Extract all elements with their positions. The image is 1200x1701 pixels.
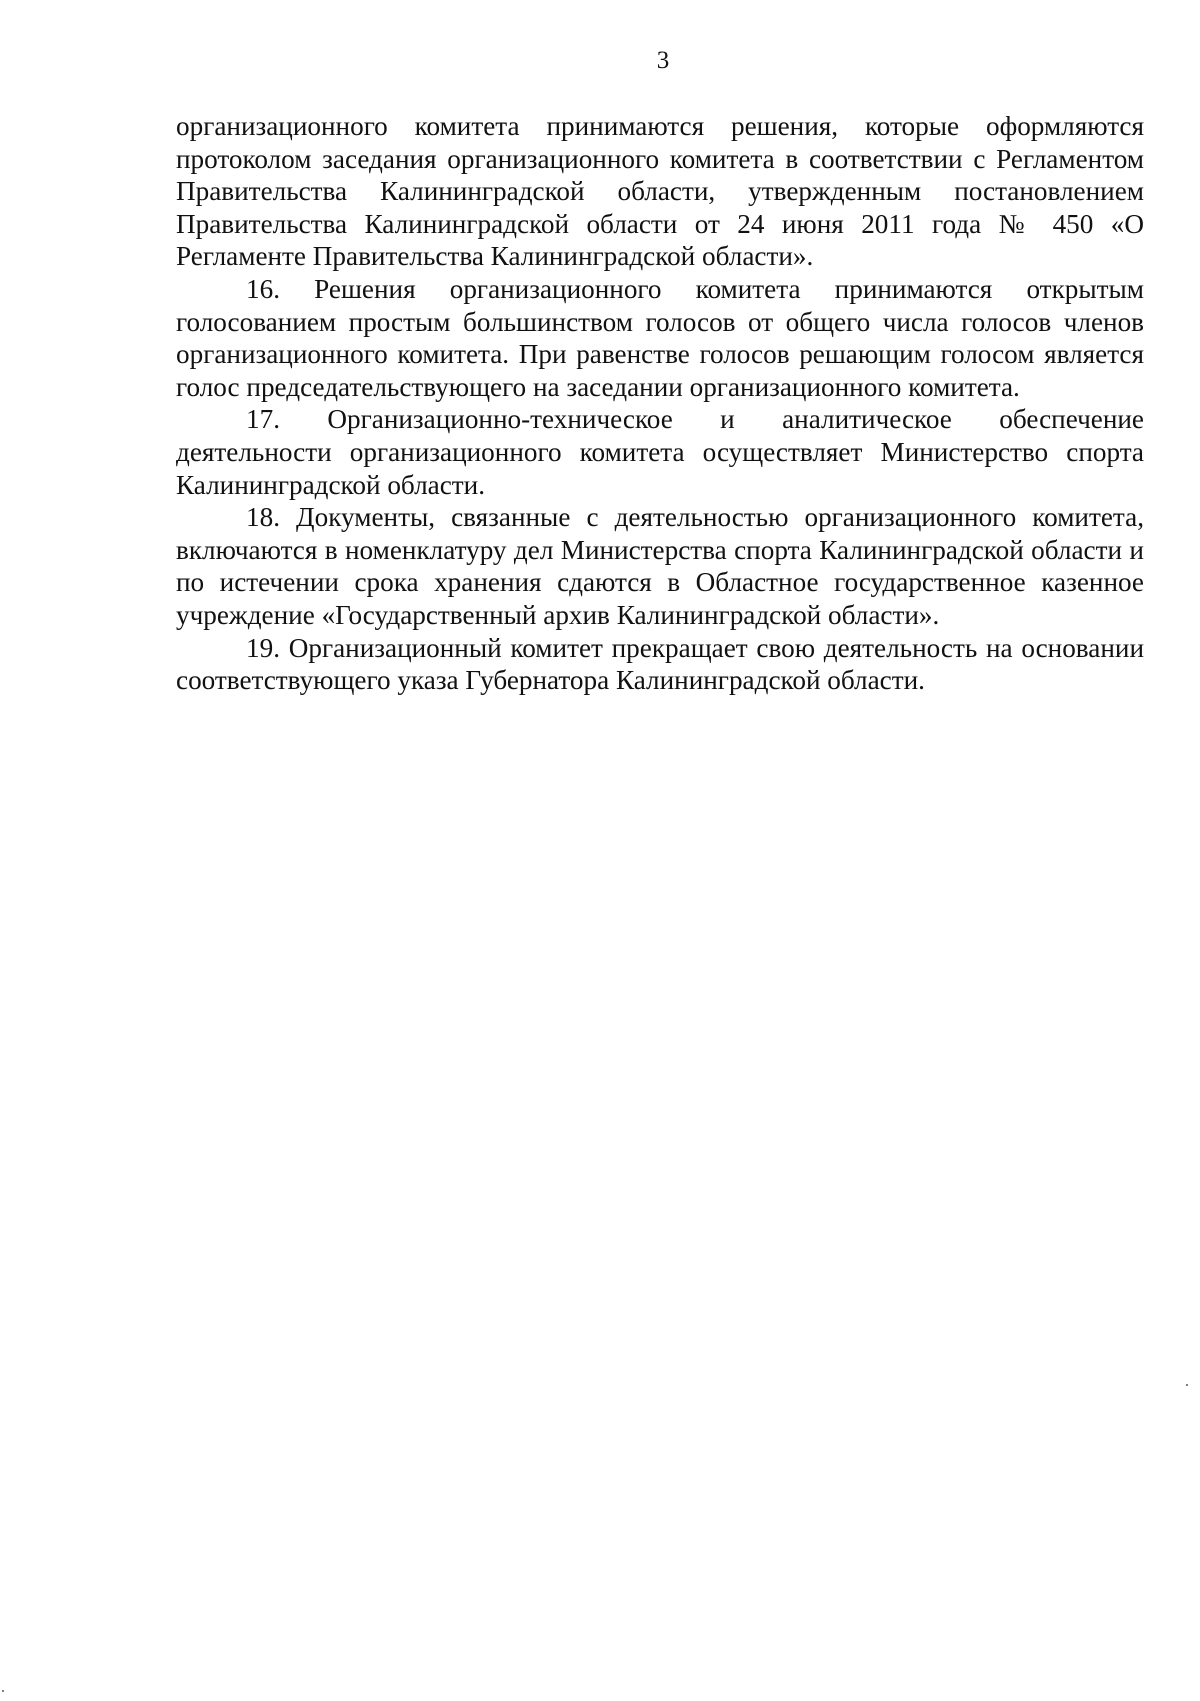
page-number: 3 [656, 47, 670, 74]
paragraph-continuation: организационного комитета принимаются решения, которые оформляются протоколом заседания организационного комитета в соответствии с Регламентом Правительства Калининградской области, утвержденным постановлением Правительства Калининградской области от 24 июня 2011 года № 450 «О Регламенте Правительства Калининградской области». [176, 111, 1144, 272]
paragraph-18: 18. Документы, связанные с деятельностью организационного комитета, включаются в номенклатуру дел Министерства спорта Калининградской области и по истечении срока хранения сдаются в Областное государственное казенное учреждение «Государственный архив Калининградской области». [176, 502, 1144, 630]
paragraph-19: 19. Организационный комитет прекращает свою деятельность на основании соответствующего указа Губернатора Калининградской области. [176, 632, 1144, 696]
document-body [176, 110, 1144, 697]
scan-speck [2, 1690, 4, 1692]
paragraph-17: 17. Организационно-техническое и аналитическое обеспечение деятельности организационного комитета осуществляет Министерство спорта Калининградской области. [176, 404, 1144, 500]
scan-speck [1186, 1384, 1188, 1386]
paragraph-16: 16. Решения организационного комитета принимаются открытым голосованием простым большинством голосов от общего числа голосов членов организационного комитета. При равенстве голосов решающим голосом является голос председательствующего на заседании организационного комитета. [176, 273, 1144, 402]
